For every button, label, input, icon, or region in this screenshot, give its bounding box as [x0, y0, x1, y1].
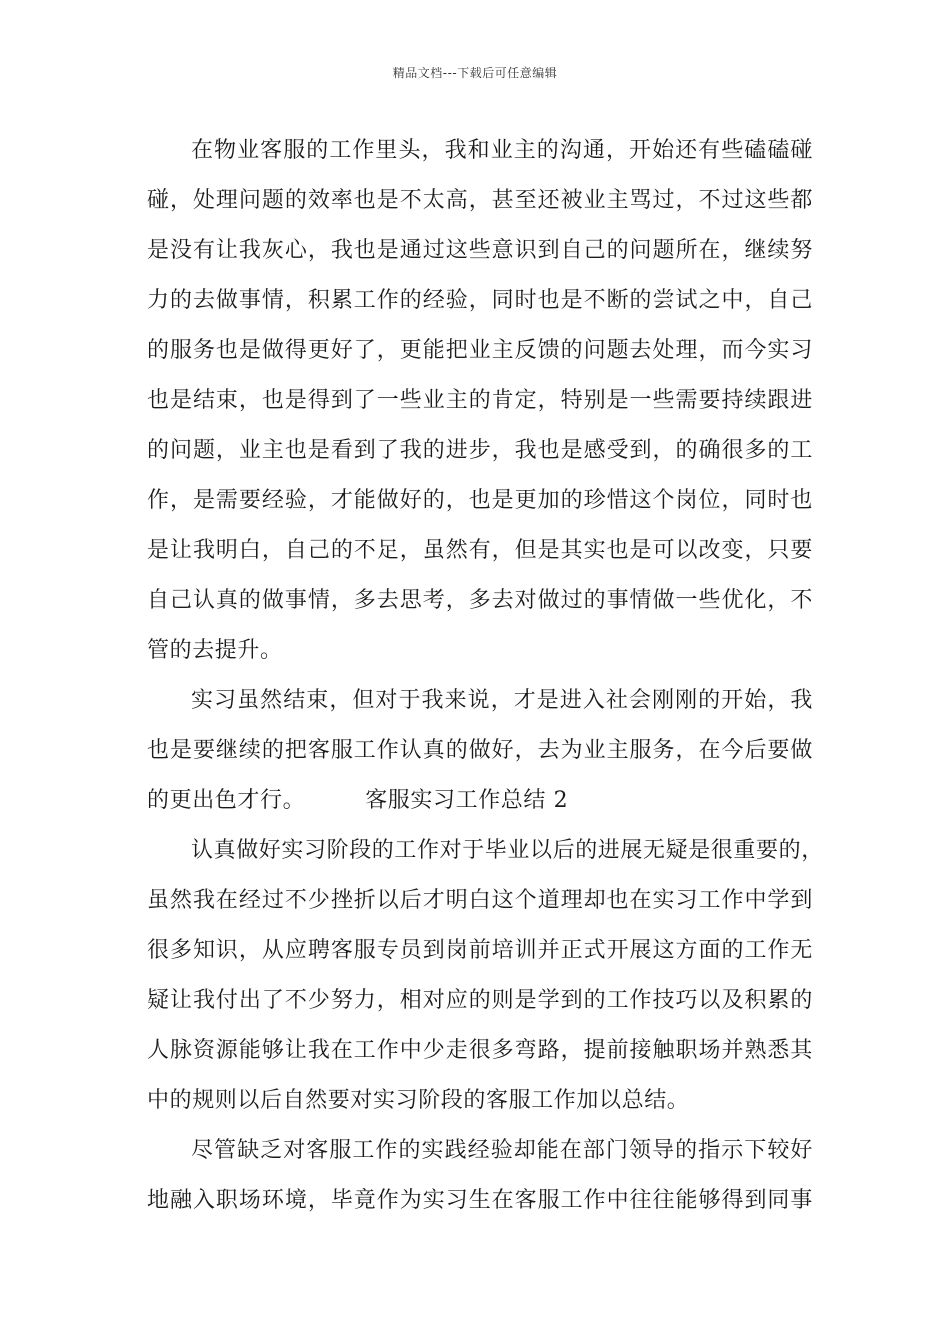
paragraph-line: 人脉资源能够让我在工作中少走很多弯路，提前接触职场并熟悉其 [147, 1038, 813, 1063]
page-header: 精品文档---下载后可任意编辑 [392, 66, 558, 80]
paragraph-line-with-heading [147, 776, 813, 826]
paragraph-line: 的问题，业主也是看到了我的进步，我也是感受到，的确很多的工 [147, 438, 813, 463]
paragraph-line: 尽管缺乏对客服工作的实践经验却能在部门领导的指示下较好 [191, 1138, 813, 1163]
paragraph-line: 很多知识，从应聘客服专员到岗前培训并正式开展这方面的工作无 [147, 938, 813, 963]
paragraph-line: 也是结束，也是得到了一些业主的肯定，特别是一些需要持续跟进 [147, 388, 813, 413]
paragraph-line: 作，是需要经验，才能做好的，也是更加的珍惜这个岗位，同时也 [147, 488, 813, 513]
paragraph-line: 实习虽然结束，但对于我来说，才是进入社会刚刚的开始，我 [191, 688, 813, 713]
paragraph-line: 在物业客服的工作里头，我和业主的沟通，开始还有些磕磕碰 [191, 138, 813, 163]
document-body [147, 126, 824, 1226]
paragraph-line: 管的去提升。 [147, 638, 283, 663]
paragraph-line: 地融入职场环境，毕竟作为实习生在客服工作中往往能够得到同事 [147, 1188, 813, 1213]
section-heading: 客服实习工作总结 2 [365, 788, 569, 813]
paragraph-line: 是让我明白，自己的不足，虽然有，但是其实也是可以改变，只要 [147, 538, 813, 563]
paragraph-line: 虽然我在经过不少挫折以后才明白这个道理却也在实习工作中学到 [147, 888, 813, 913]
paragraph-line: 疑让我付出了不少努力，相对应的则是学到的工作技巧以及积累的 [147, 988, 813, 1013]
paragraph-line: 中的规则以后自然要对实习阶段的客服工作加以总结。 [147, 1088, 690, 1113]
paragraph-line: 自己认真的做事情，多去思考，多去对做过的事情做一些优化，不 [147, 588, 813, 613]
paragraph-line: 碰，处理问题的效率也是不太高，甚至还被业主骂过，不过这些都 [147, 188, 813, 213]
paragraph-line: 也是要继续的把客服工作认真的做好，去为业主服务，在今后要做 [147, 738, 813, 763]
paragraph-line: 认真做好实习阶段的工作对于毕业以后的进展无疑是很重要的， [191, 838, 824, 863]
paragraph-line: 力的去做事情，积累工作的经验，同时也是不断的尝试之中，自己 [147, 288, 813, 313]
paragraph-line: 是没有让我灰心，我也是通过这些意识到自己的问题所在，继续努 [147, 238, 813, 263]
paragraph-line: 的更出色才行。 [147, 788, 306, 813]
paragraph-line: 的服务也是做得更好了，更能把业主反馈的问题去处理，而今实习 [147, 338, 813, 363]
